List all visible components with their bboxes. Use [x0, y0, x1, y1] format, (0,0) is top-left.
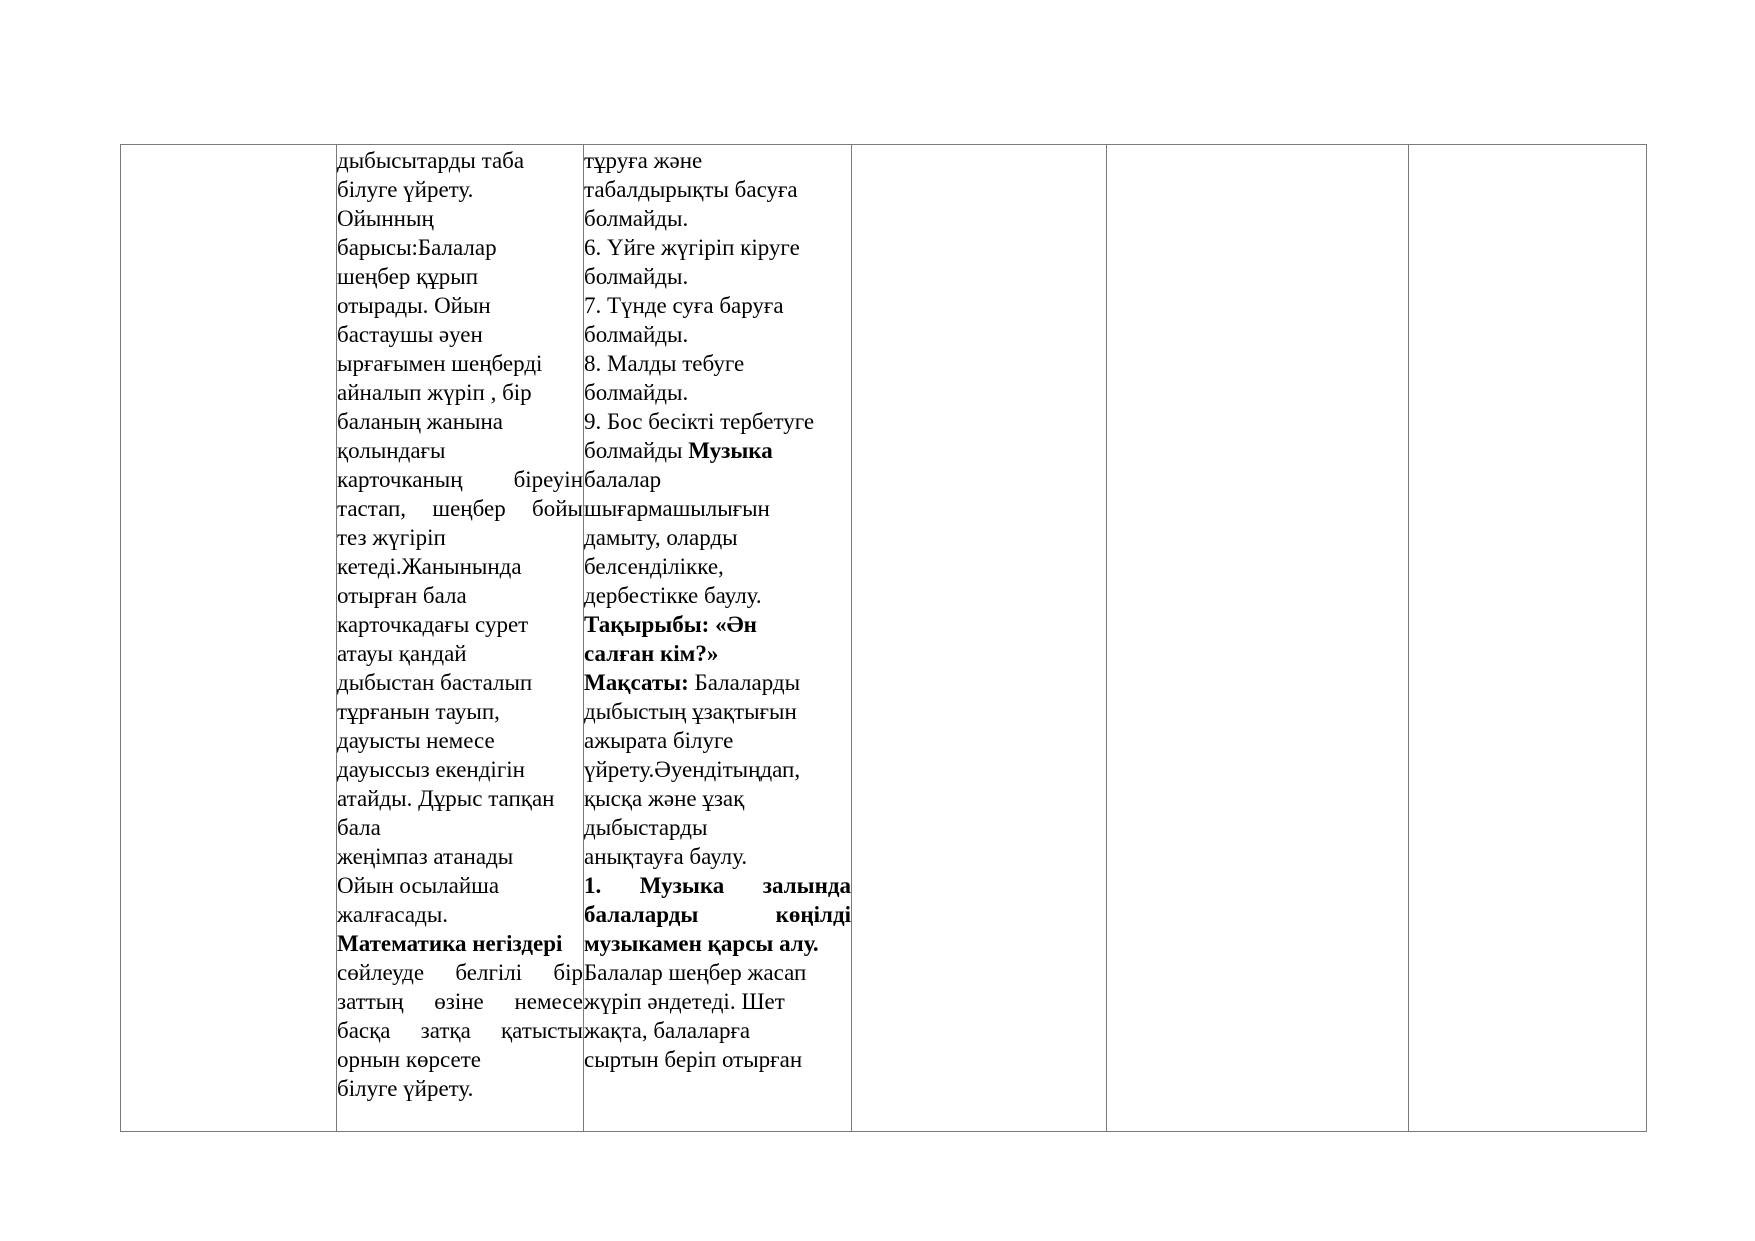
table-cell-col-3	[584, 145, 852, 1132]
text-line: орнын көрсете	[337, 1047, 481, 1072]
table-cell-col-6	[1409, 145, 1647, 1132]
text-line	[584, 436, 851, 465]
text-line: 9. Бос бесікті тербетуге	[584, 409, 815, 434]
plain-text: Балаларды	[688, 670, 801, 695]
text-line: басқа затқа қатысты	[337, 1018, 583, 1043]
text-line: барысы:Балалар	[337, 235, 497, 260]
text-line: бастаушы әуен	[337, 322, 483, 347]
text-line: шығармашылығын	[584, 496, 770, 521]
table-cell-col-2	[337, 145, 584, 1132]
plan-table	[120, 144, 1647, 1132]
text-line: білуге үйрету.	[337, 1076, 474, 1101]
text-line: жеңімпаз атанады	[337, 844, 514, 869]
bold-text: Тақырыбы: «Ән	[584, 612, 757, 637]
text-line: шеңбер құрып	[337, 264, 479, 289]
text-line: атауы қандай	[337, 641, 467, 666]
text-line: болмайды.	[584, 264, 689, 289]
text-line: қысқа және ұзақ	[584, 786, 745, 811]
bold-text: музыкамен қарсы алу.	[584, 931, 819, 956]
text-line: үйрету.Әуендітыңдап,	[584, 757, 801, 782]
text-line: дыбысытарды таба	[337, 148, 525, 173]
table-cell-col-5	[1107, 145, 1409, 1132]
text-line: сыртын беріп отырған	[584, 1047, 803, 1072]
text-line: дамыту, оларды	[584, 525, 738, 550]
text-line	[584, 871, 851, 900]
bold-text: Мақсаты:	[584, 670, 689, 695]
text-line: дауыссыз екендігін	[337, 757, 525, 782]
text-line: Ойынның	[337, 206, 434, 231]
text-line: дыбыстарды	[584, 815, 708, 840]
text-line: анықтауға баулу.	[584, 844, 748, 869]
text-line: дыбыстан басталып	[337, 670, 533, 695]
bold-text: 1. Музыка залында	[584, 873, 851, 898]
text-line: 6. Үйге жүгіріп кіруге	[584, 235, 800, 260]
text-line: заттың өзіне немесе	[337, 989, 583, 1014]
bold-text: Музыка	[688, 438, 773, 463]
text-line: жақта, балаларға	[584, 1018, 751, 1043]
cell-text	[121, 145, 336, 1130]
text-line: табалдырықты басуға	[584, 177, 798, 202]
text-line: қолындағы	[337, 438, 446, 463]
text-line: ажырата білуге	[584, 728, 734, 753]
text-line: 8. Малды тебуге	[584, 351, 745, 376]
table-cell-col-4	[852, 145, 1107, 1132]
text-line: кетеді.Жанынында	[337, 554, 522, 579]
cell-text	[1409, 145, 1646, 1130]
text-line: отырады. Ойын	[337, 293, 491, 318]
cell-text	[1107, 145, 1408, 1130]
text-line: Балалар шеңбер жасап	[584, 960, 807, 985]
text-line: карточканың біреуін	[337, 467, 583, 492]
text-line: тұрғанын тауып,	[337, 699, 500, 724]
text-line	[584, 929, 851, 958]
text-line: жүріп әндетеді. Шет	[584, 989, 785, 1014]
cell-text	[584, 145, 851, 1130]
text-line: Ойын осылайша	[337, 873, 500, 898]
text-line: сөйлеуде белгілі бір	[337, 960, 583, 985]
text-line: болмайды.	[584, 380, 689, 405]
text-line	[584, 610, 851, 639]
text-line: 7. Түнде суға баруға	[584, 293, 784, 318]
text-line: болмайды.	[584, 206, 689, 231]
text-line: дауысты немесе	[337, 728, 495, 753]
text-line: тастап, шеңбер бойы	[337, 496, 583, 521]
text-line	[337, 929, 583, 958]
text-line: ырғағымен шеңберді	[337, 351, 543, 376]
text-line: жалғасады.	[337, 902, 449, 927]
text-line: дыбыстың ұзақтығын	[584, 699, 797, 724]
text-line	[584, 900, 851, 929]
text-line: карточкадағы сурет	[337, 612, 529, 637]
text-line	[584, 668, 851, 697]
text-line: атайды. Дұрыс тапқан	[337, 786, 555, 811]
plain-text: болмайды	[584, 438, 689, 463]
text-line	[584, 639, 851, 668]
text-line: бала	[337, 815, 381, 840]
table-row	[121, 145, 1647, 1132]
text-line: отырған бала	[337, 583, 467, 608]
bold-text: салған кім?»	[584, 641, 719, 666]
bold-text: Математика негіздері	[337, 931, 563, 956]
cell-text	[337, 145, 583, 1130]
text-line: білуге үйрету.	[337, 177, 474, 202]
text-line: тез жүгіріп	[337, 525, 446, 550]
table-cell-col-1	[121, 145, 337, 1132]
text-line: дербестікке баулу.	[584, 583, 762, 608]
text-line: баланың жанына	[337, 409, 503, 434]
text-line: тұруға және	[584, 148, 703, 173]
text-line: айналып жүріп , бір	[337, 380, 532, 405]
text-line: белсенділікке,	[584, 554, 724, 579]
text-line: болмайды.	[584, 322, 689, 347]
bold-text: балаларды көңілді	[584, 902, 851, 927]
cell-text	[852, 145, 1106, 1130]
text-line: балалар	[584, 467, 662, 492]
